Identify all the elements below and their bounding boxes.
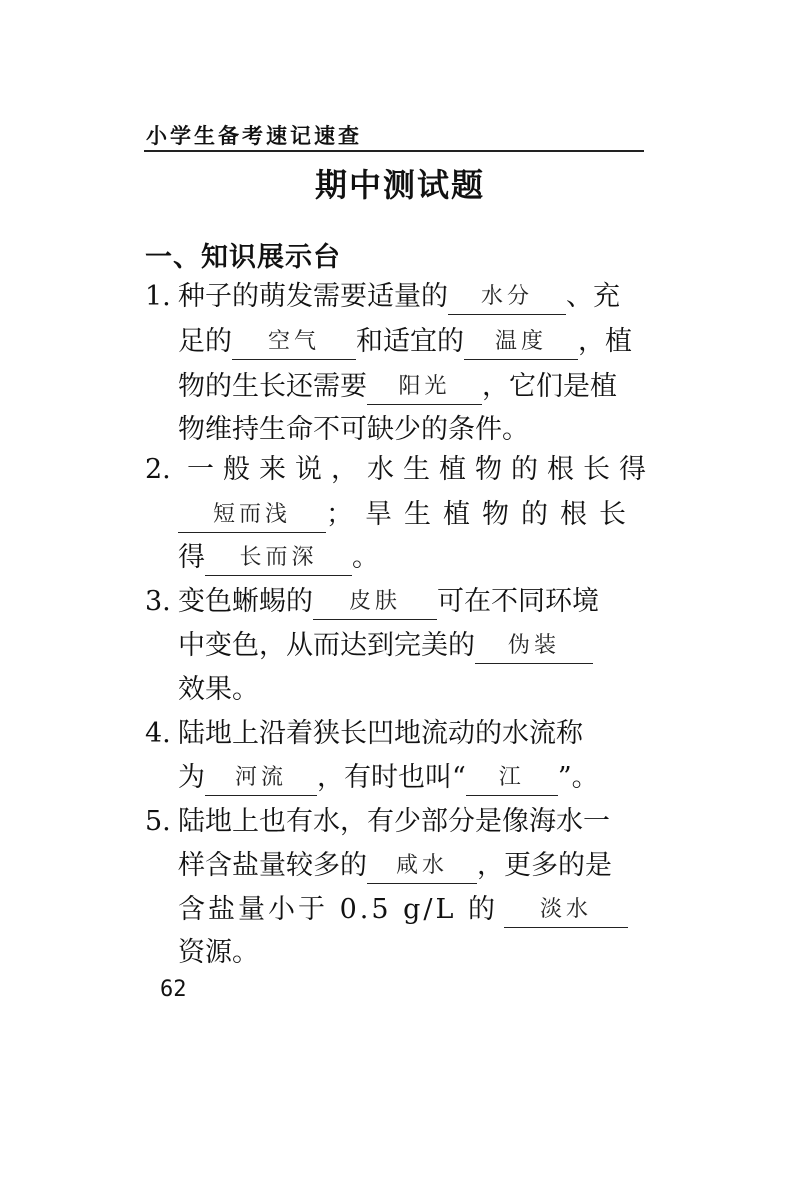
q5-text: 样含盐量较多的: [178, 850, 367, 881]
q5-text: ，更多的是: [477, 850, 612, 881]
q1-text: 足的: [178, 326, 232, 357]
q1-line-4: 物维持生命不可缺少的条件。: [178, 414, 529, 445]
q5-answer-1: 咸水: [367, 851, 477, 884]
q1-answer-1: 水分: [448, 282, 566, 315]
q3-text: 中变色，从而达到完美的: [178, 630, 475, 661]
q1-text: ，它们是植: [482, 371, 617, 402]
q1-line-1: [145, 279, 646, 315]
page-number: 62: [160, 977, 187, 1002]
q1-text: 物的生长还需要: [178, 371, 367, 402]
q4-text: ，有时也叫“: [317, 762, 466, 793]
q2-text: 。: [352, 542, 379, 573]
q3-line-2: [178, 628, 646, 664]
q5-text: 含盐量小于 0.5 g/L 的: [178, 894, 498, 925]
q3-text: 变色蜥蜴的: [178, 586, 313, 617]
section-heading: 一、知识展示台: [145, 242, 341, 273]
q5-number: 5.: [145, 806, 171, 837]
q2-number: 2.: [145, 454, 171, 485]
q1-text: ，植: [578, 326, 632, 357]
q1-text: 、充: [566, 281, 620, 312]
q4-answer-2: 江: [466, 763, 558, 796]
q5-answer-2: 淡水: [504, 895, 628, 928]
q1-text: 和适宜的: [356, 326, 464, 357]
q5-line-1: [145, 804, 646, 840]
q1-answer-3: 温度: [464, 327, 578, 360]
q1-number: 1.: [145, 281, 171, 312]
q3-text: 可在不同环境: [437, 586, 599, 617]
q2-answer-2: 长而深: [205, 543, 352, 576]
q2-text: 一般来说，水生植物的根长得: [178, 454, 646, 485]
q2-line-2: [178, 497, 646, 533]
q5-line-2: [178, 848, 646, 884]
q3-answer-1: 皮肤: [313, 587, 437, 620]
q2-text: ；旱生植物的根长: [326, 499, 638, 530]
q3-line-1: [145, 584, 646, 620]
q5-line-4: 资源。: [178, 937, 259, 968]
q1-answer-4: 阳光: [367, 372, 482, 405]
q1-line-2: [178, 324, 646, 360]
q4-text: 陆地上沿着狭长凹地流动的水流称: [178, 718, 583, 749]
q2-answer-1: 短而浅: [178, 500, 326, 533]
q2-line-1: [145, 452, 646, 488]
q2-text: 得: [178, 542, 205, 573]
q1-answer-2: 空气: [232, 327, 356, 360]
q1-line-3: [178, 369, 646, 405]
q3-line-3: 效果。: [178, 674, 259, 705]
q2-line-3: [178, 540, 646, 576]
page-title: 期中测试题: [314, 166, 485, 204]
q3-number: 3.: [145, 586, 171, 617]
q4-text: 为: [178, 762, 205, 793]
q4-answer-1: 河流: [205, 763, 317, 796]
q4-line-1: [145, 716, 646, 752]
q4-line-2: [178, 760, 646, 796]
q5-text: 陆地上也有水，有少部分是像海水一: [178, 806, 610, 837]
q1-text: 种子的萌发需要适量的: [178, 281, 448, 312]
q4-text: ”。: [557, 762, 599, 793]
running-header: 小学生备考速记速查: [146, 124, 362, 148]
q4-number: 4.: [145, 718, 171, 749]
q3-answer-2: 伪装: [475, 631, 593, 664]
q5-line-3: [178, 892, 646, 928]
header-rule: [144, 150, 644, 152]
